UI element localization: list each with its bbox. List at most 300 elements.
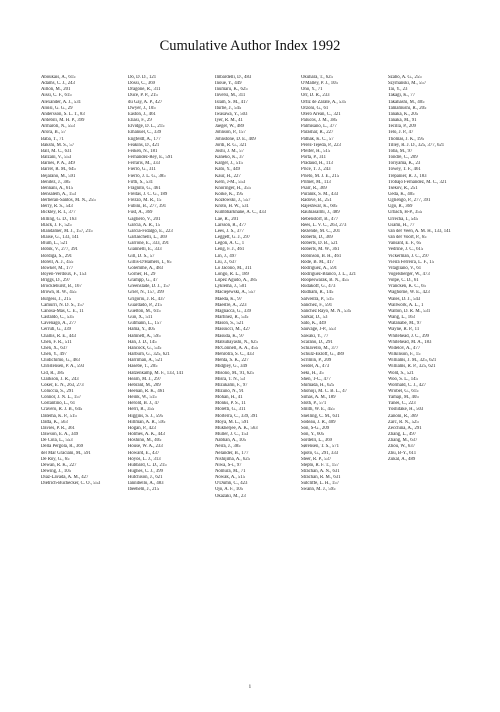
index-entry: Blaise, G., 133, 141 bbox=[41, 235, 79, 241]
index-entry: Kaneko, K., 37 bbox=[215, 155, 244, 161]
index-entry: Porta, P., 311 bbox=[301, 155, 327, 161]
index-entry: Price, T. J., 243 bbox=[301, 167, 331, 173]
index-entry: van der Voort, P., 65 bbox=[388, 235, 427, 241]
index-entry: Hasebe, T., 205 bbox=[128, 364, 158, 370]
index-entry: Williams, J. M., 325, 621 bbox=[388, 358, 437, 364]
index-entry: Okuhara, T., 625 bbox=[301, 75, 333, 80]
index-entry: Lo Jacono, M., 311 bbox=[215, 265, 252, 271]
index-entry: Kumbharkhane, A. C., 433 bbox=[215, 210, 267, 216]
index-entry: Tai, Y., 23 bbox=[388, 87, 408, 93]
index-entry: Vickerman, J. C., 297 bbox=[388, 253, 430, 259]
index-entry: Hatzenkamp, M. F., 133, 141 bbox=[128, 370, 184, 376]
index-entry: Hancock, G., 535 bbox=[128, 345, 162, 351]
index-entry: Orr, D. R., 233 bbox=[301, 93, 330, 99]
index-entry: Garcia, A. R., 15 bbox=[128, 222, 161, 228]
index-entry: Rees, L. V. C., 263, 273 bbox=[301, 222, 347, 228]
index-entry: Canosa-Mas, C. E., 11 bbox=[41, 308, 84, 314]
index-entry: Strachan, R. M., 631 bbox=[301, 475, 341, 481]
index-entry: Misra, T. N., 53 bbox=[215, 376, 246, 382]
index-entry: Maestre, A., 223 bbox=[215, 302, 247, 308]
index-entry: Briggs, D., 297 bbox=[41, 278, 71, 284]
index-entry: Roberts, D. B., 521 bbox=[301, 241, 338, 247]
index-entry: Whitehead, M. A., 183 bbox=[388, 339, 432, 345]
index-entry: Wormald, C. J., 427 bbox=[388, 382, 427, 388]
index-entry: Maciejewski, A., 557 bbox=[215, 290, 256, 296]
index-entry: Aloisi, G. G., 29 bbox=[41, 105, 73, 111]
index-entry: Volpe, C. D., 61 bbox=[388, 278, 419, 284]
index-entry: Palucos, J. M., 385 bbox=[301, 118, 338, 124]
index-entry: Mukherjee, A. K., 563 bbox=[215, 425, 258, 431]
index-entry: Legon, A. C., 1 bbox=[215, 241, 245, 247]
index-entry: Gagliero, V., 201 bbox=[128, 216, 161, 222]
index-entry: Rudakoff, G., 473 bbox=[301, 284, 336, 290]
index-entry: O'Dumn, C., 423 bbox=[215, 481, 248, 487]
index-entry: Sánchez, F., 591 bbox=[301, 302, 333, 308]
index-entry: Joshi, J. M., 57 bbox=[215, 148, 244, 154]
index-entry: Sauvage, J-P., 553 bbox=[301, 327, 336, 333]
index-entry: Freitas, J. C. G., 189 bbox=[128, 191, 168, 197]
index-entry: Mizuno, N., 91 bbox=[215, 388, 244, 394]
index-entry: Wayne, R. P., 11 bbox=[388, 327, 420, 333]
index-entry: Rauhiasalmi, J., 489 bbox=[301, 210, 340, 216]
index-entry: Maeda, K., 97 bbox=[215, 296, 243, 302]
index-entry: Thomas, J. K., 195 bbox=[388, 136, 425, 142]
index-entry: Zhang, L., 497 bbox=[388, 432, 417, 438]
index-entry: Black, J. F., 525 bbox=[41, 222, 72, 228]
index-entry: Vedrine, J. C., 615 bbox=[388, 247, 424, 253]
index-entry: Moretti, G., 311 bbox=[215, 407, 246, 413]
index-entry: Toriyama, K., 23 bbox=[388, 161, 421, 167]
index-entry: Firth, S., 531 bbox=[128, 179, 153, 185]
index-entry: Matsubayashi, N., 625 bbox=[215, 339, 258, 345]
index-entry: Balzani, V., 553 bbox=[41, 155, 72, 161]
index-entry: Puranik, S. M., 433 bbox=[301, 191, 339, 197]
index-entry: Kozłowski, J., 557 bbox=[215, 198, 251, 204]
index-entry: Tamamushi, R., 205 bbox=[388, 105, 427, 111]
index-entry: Rebenstorf, B., 477 bbox=[301, 216, 339, 222]
index-entry: Kroto, H. W., 531 bbox=[215, 204, 249, 210]
index-entry: Palmisano, L., 377 bbox=[301, 124, 337, 130]
index-entry: Nowak, A., 515 bbox=[215, 475, 245, 481]
index-entry: Shen, T-C., 477 bbox=[301, 376, 331, 382]
index-entry: Chen, F. R., 511 bbox=[41, 339, 72, 345]
index-entry: Gutmann, L., 157 bbox=[128, 321, 162, 327]
index-entry: Woo, S. L., 145 bbox=[388, 376, 418, 382]
index-entry: Massucci, M., 427 bbox=[215, 327, 251, 333]
index-entry: Dietrich-Buchecker, C. O., 553 bbox=[41, 481, 101, 487]
index-entry: O'Malley, P. J., 105 bbox=[301, 81, 338, 87]
index-entry: Islam, S. M., 417 bbox=[215, 99, 248, 105]
index-entry: Vogelsberger, W., 473 bbox=[388, 272, 430, 277]
index-entry: Hubbard, C. D., 215 bbox=[128, 462, 167, 468]
index-entry: Chen, X., 637 bbox=[41, 345, 68, 351]
index-entry: Sarkar, D., 53 bbox=[301, 315, 328, 321]
index-entry: Wang, L., 163 bbox=[388, 315, 415, 321]
index-entry: Kaur, H., 227 bbox=[215, 173, 241, 179]
index-entry: Fust, A., 369 bbox=[128, 210, 153, 216]
index-entry: Fernández-Rey, E., 591 bbox=[128, 155, 173, 161]
index-entry: Wallwork, A. L., 1 bbox=[388, 302, 424, 308]
index-entry: Watanabe, M., 97 bbox=[388, 321, 422, 327]
index-entry: Cid, R., 385 bbox=[41, 370, 65, 376]
index-entry: Feakins, D., 421 bbox=[128, 142, 160, 148]
index-entry: Fubini, B., 277, 391 bbox=[128, 204, 167, 210]
index-entry: Greenslade, D. J., 157 bbox=[128, 284, 171, 290]
index-entry: Sawaki, Y., 77 bbox=[301, 333, 329, 339]
index-entry: Sutcliffe, L. H., 157 bbox=[301, 481, 340, 487]
index-entry: Herri, R., 355 bbox=[128, 407, 155, 413]
index-column-4 bbox=[301, 75, 381, 494]
index-column-1 bbox=[41, 75, 121, 487]
index-entry: Hamnett, A., 595 bbox=[128, 333, 161, 339]
index-entry: Datema, K. P., 515 bbox=[41, 413, 77, 419]
index-entry: Chidichimo, G., 483 bbox=[41, 358, 80, 364]
index-entry: Leng, F. J., 461 bbox=[215, 247, 245, 253]
index-entry: Hoshino, M., 405 bbox=[128, 438, 162, 444]
index-entry: Howard, E., 437 bbox=[128, 450, 160, 456]
index-entry: Tanaka, K., 205 bbox=[388, 111, 419, 117]
index-entry: Wales, D. J., 543 bbox=[388, 296, 421, 302]
index-entry: Nabhan, A., 105 bbox=[215, 438, 247, 444]
index-entry: Waghorne, W. E., 423 bbox=[388, 290, 430, 296]
index-entry: Johnstone, D. E., 409 bbox=[215, 136, 256, 142]
index-entry: Midgley, G., 349 bbox=[215, 364, 248, 370]
index-entry: Hughes, C. J., 399 bbox=[128, 469, 163, 474]
index-entry: Primet, M., 113 bbox=[301, 179, 331, 185]
index-entry: Lees, J. S., 377 bbox=[215, 228, 244, 234]
index-entry: Emanuel, C., 339 bbox=[128, 130, 162, 136]
index-entry: Pradaud, H., 113 bbox=[301, 161, 333, 167]
index-entry: Boyen-Verdoux, F., 153 bbox=[41, 272, 87, 277]
index-entry: McConnell, A. A., 455 bbox=[215, 345, 259, 351]
index-entry: Aïssi, C. F., 615 bbox=[41, 93, 72, 99]
index-entry: Zanoni, R., 369 bbox=[388, 413, 418, 419]
index-entry: Roopeswarak, B. N., 455 bbox=[301, 278, 349, 284]
index-entry: Borell, A. J., 455 bbox=[41, 259, 74, 265]
index-entry: Ueda, K., 405 bbox=[388, 191, 415, 197]
index-entry: Hoyos, L. J., 313 bbox=[128, 456, 161, 462]
index-entry: Spoto, G., 291, 333 bbox=[301, 450, 339, 456]
index-entry: Lyklema, J., 501 bbox=[215, 284, 247, 290]
index-entry: Bennani, A., 615 bbox=[41, 185, 74, 191]
index-entry: Görner, H., 29 bbox=[128, 272, 156, 277]
index-entry: Dragone, R., 311 bbox=[128, 87, 161, 93]
index-column-2 bbox=[128, 75, 208, 494]
index-entry: Fierro, J. L. G., 385 bbox=[128, 173, 166, 179]
index-entry: Steer, R. P., 537 bbox=[301, 456, 332, 462]
index-entry: Sodeau, J. R., 409 bbox=[301, 419, 336, 425]
index-entry: Pfeifer, H., 515 bbox=[301, 148, 331, 154]
index-entry: Son, S-G., 209 bbox=[301, 425, 330, 431]
index-entry: Otero Areán, C., 321 bbox=[301, 111, 341, 117]
index-entry: Iwasawa, Y., 503 bbox=[215, 111, 248, 117]
index-entry: Alexander, A. J., 531 bbox=[41, 99, 82, 105]
index-entry: García-Fidalgo, E., 223 bbox=[128, 228, 173, 234]
index-entry: Brocklehurst, B., 167 bbox=[41, 284, 82, 290]
index-entry: Okazaki, M., 23 bbox=[215, 493, 246, 499]
index-entry: Gillis-D'Hamers, I., 65 bbox=[128, 259, 172, 265]
index-column-3 bbox=[215, 75, 295, 500]
index-entry: Misono, M., 91, 625 bbox=[215, 370, 254, 376]
index-entry: Harburn, G., 325, 621 bbox=[128, 352, 170, 358]
index-entry: Sloth, P., 571 bbox=[301, 401, 327, 407]
index-entry: Imbardelli, D., 483 bbox=[215, 75, 252, 80]
index-entry: Schiavello, M., 377 bbox=[301, 345, 339, 351]
index-entry: Ardebili, M. H. P., 399 bbox=[41, 118, 85, 124]
index-entry: Wold, S., 521 bbox=[388, 370, 414, 376]
index-entry: Iannibello, A., 483 bbox=[128, 481, 164, 487]
index-entry: Inumaru, K., 625 bbox=[215, 87, 248, 93]
index-entry: Takahashi, M., 405 bbox=[388, 99, 425, 105]
index-entry: Inoue, Y., 449 bbox=[215, 81, 242, 87]
index-entry: Arora, B., 57 bbox=[41, 130, 66, 136]
index-entry: Kern, J-M., 553 bbox=[215, 179, 246, 185]
index-entry: Camurri, N. D. S., 157 bbox=[41, 302, 85, 308]
index-entry: Zhu, B-Y., 611 bbox=[388, 450, 417, 456]
index-entry: Rajeshwar, K., 605 bbox=[301, 204, 338, 210]
index-entry: Fragnito, G., 461 bbox=[128, 185, 161, 191]
index-entry: Golemme, A., 483 bbox=[128, 265, 163, 271]
index-entry: Adams, C. J., 243 bbox=[41, 81, 75, 87]
index-entry: Roberts, M. W., 361 bbox=[301, 247, 340, 253]
index-entry: Blandamer, M. J., 157, 215 bbox=[41, 228, 93, 234]
index-entry: Sørensen, T. S., 571 bbox=[301, 444, 339, 450]
index-entry: Berberan-Santos, M. N., 255 bbox=[41, 198, 96, 204]
index-entry: Garrone, E., 333, 391 bbox=[128, 241, 170, 247]
index-entry: Grampp, G., 47 bbox=[128, 278, 158, 284]
index-entry: Fierro, G., 311 bbox=[128, 167, 156, 173]
index-entry: Iturbe, J., 545 bbox=[215, 105, 242, 111]
index-entry: Robinson, B. H., 461 bbox=[301, 253, 342, 259]
index-entry: Tilley, R. J. D., 325, 377, 621 bbox=[388, 142, 445, 148]
index-entry: Easton, J., 461 bbox=[128, 111, 156, 117]
index-entry: De Cola, L., 553 bbox=[41, 438, 73, 444]
index-entry: Wrobel, G., 615 bbox=[388, 388, 419, 394]
index-entry: Heink, W., 515 bbox=[128, 395, 157, 401]
index-entry: Vitagliano, V., 61 bbox=[388, 265, 422, 271]
index-entry: Widelöv, A., 477 bbox=[388, 345, 421, 351]
index-entry: Bobik, V., 277, 391 bbox=[41, 247, 78, 253]
index-entry: Trobajo Fernández, M. C., 321 bbox=[388, 179, 447, 185]
index-entry: Prieto, M. J. E., 215 bbox=[301, 173, 340, 179]
index-entry: Vrancken, K. C., 65 bbox=[388, 284, 426, 290]
index-entry: Masuda, K., 97 bbox=[215, 333, 245, 339]
index-entry: Connor, J. N. L., 157 bbox=[41, 395, 82, 401]
index-entry: Zarc, R. N., 525 bbox=[388, 419, 419, 425]
index-entry: Tondre, C., 209 bbox=[388, 155, 418, 161]
index-entry: Bordiga, S., 291 bbox=[41, 253, 73, 259]
index-entry: van der Veen, A. M. H., 133, 141 bbox=[388, 228, 451, 234]
index-entry: Kärger, J., 515 bbox=[215, 161, 243, 167]
index-entry: Pérez-Tejeda, P., 223 bbox=[301, 142, 341, 148]
index-entry: Chen, Y., 497 bbox=[41, 352, 67, 358]
index-entry: Díaz-Lavada, A. M., 427 bbox=[41, 475, 89, 481]
index-entry: Bickley, R. I., 377 bbox=[41, 210, 76, 216]
index-entry: Toba, M., 97 bbox=[388, 148, 413, 154]
index-entry: Christensen, P. A., 593 bbox=[41, 364, 85, 370]
index-entry: Towey, T. F., 461 bbox=[388, 167, 421, 173]
index-entry: Vansant, E. F., 65 bbox=[388, 241, 422, 247]
index-entry: Swann, M. J., 595 bbox=[301, 487, 336, 493]
index-entry: House, W. A., 233 bbox=[128, 444, 163, 450]
index-entry: Duce, P. P., 215 bbox=[128, 93, 158, 99]
index-entry: Inversi, M., 311 bbox=[215, 93, 246, 99]
index-entry: Seidel, A., 473 bbox=[301, 364, 330, 370]
index-entry: Shimada, H., 625 bbox=[301, 382, 335, 388]
index-entry: Rodriguez-Blanco, J. L., 321 bbox=[301, 272, 357, 277]
index-entry: Datta, K., 563 bbox=[41, 419, 68, 425]
index-entry: Takagi, K., 77 bbox=[388, 93, 415, 99]
index-entry: Yanes, C., 223 bbox=[388, 401, 416, 407]
index-entry: Dossi, C., 369 bbox=[128, 81, 156, 87]
index-entry: Rudham, R., 145 bbox=[301, 290, 334, 296]
page-title: Cumulative Author Index 1992 bbox=[159, 38, 341, 54]
index-entry: Frezzo, M. R., 15 bbox=[128, 198, 162, 204]
index-entry: Telo, J. P., 47 bbox=[388, 130, 414, 136]
index-entry: Tanaka, M., 91 bbox=[388, 118, 417, 124]
index-entry: Stepto, R. F. T., 157 bbox=[301, 462, 339, 468]
index-entry: Ugo, R., 369 bbox=[388, 204, 413, 210]
index-entry: Andersson, S. L. T., 83 bbox=[41, 111, 85, 117]
index-entry: Han, J. D., 145 bbox=[128, 339, 157, 345]
author-index bbox=[41, 75, 465, 635]
index-entry: Guelton, M., 615 bbox=[128, 308, 161, 314]
index-entry: Mizukami, F., 97 bbox=[215, 382, 248, 388]
index-entry: Coluccia, S., 291 bbox=[41, 388, 74, 394]
index-entry: Challis, R. E., 443 bbox=[41, 333, 76, 339]
index-entry: Son, Y., 605 bbox=[301, 432, 325, 438]
index-entry: Hebrant, M., 209 bbox=[128, 382, 161, 388]
index-entry: Rodriguez, A., 591 bbox=[301, 265, 338, 271]
index-entry: Yoshitake, H., 503 bbox=[388, 407, 424, 413]
index-entry: Castaldo, C., 535 bbox=[41, 315, 74, 321]
index-entry: Walton, D. R. M., 531 bbox=[388, 308, 431, 314]
index-entry: Williams, R. P., 325, 621 bbox=[388, 364, 436, 370]
index-entry: Guardado, P., 215 bbox=[128, 302, 162, 308]
index-entry: Parashar, R., 227 bbox=[301, 130, 334, 136]
index-entry: Wilkinson, F., 15 bbox=[388, 352, 421, 358]
index-entry: Dawson, E. A., 349 bbox=[41, 432, 79, 438]
index-entry: Ferraris, M., 333 bbox=[128, 161, 161, 167]
index-entry: Jordi, R. G., 321 bbox=[215, 142, 247, 148]
index-entry: Niwa, S-i., 97 bbox=[215, 462, 242, 468]
index-entry: Tsekov, R., 251 bbox=[388, 185, 418, 191]
index-entry: Zecchina, A., 291 bbox=[388, 425, 422, 431]
index-entry: Benitez, J., 385 bbox=[41, 179, 71, 185]
index-entry: Shohoji, M. C. B. L., 47 bbox=[301, 388, 348, 394]
index-entry: Szymanski, M., 557 bbox=[388, 81, 427, 87]
index-entry: Ibeehem, J., 215 bbox=[128, 487, 160, 493]
index-entry: Nomura, M., 71 bbox=[215, 469, 246, 474]
index-entry: Berry, R. S., 543 bbox=[41, 204, 73, 210]
index-entry: Gill, D. S., 57 bbox=[128, 253, 155, 259]
index-entry: Urrecha, I., 545 bbox=[388, 216, 418, 222]
index-entry: Ugliengo, P., 277, 391 bbox=[388, 198, 431, 204]
index-entry: Rode, B. M., 417 bbox=[301, 259, 334, 265]
index-entry: Aboukaïs, A., 615 bbox=[41, 75, 76, 80]
index-entry: Elvidge, D. L., 215 bbox=[128, 124, 165, 130]
index-entry: Higgins, S. J., 595 bbox=[128, 413, 163, 419]
index-entry: Zhang, M., 637 bbox=[388, 438, 418, 444]
index-entry: Barnes, P. A., 349 bbox=[41, 161, 75, 167]
index-entry: Liu, J., 637 bbox=[215, 259, 237, 265]
index-entry: Larsson, R., 477 bbox=[215, 222, 247, 228]
index-entry: Bejarano, M., 591 bbox=[41, 173, 76, 179]
index-entry: Ortiz de Zárate, A., 535 bbox=[301, 99, 346, 105]
index-entry: Cavenago, A., 277 bbox=[41, 321, 77, 327]
index-entry: Pathak, K. C., 57 bbox=[301, 136, 334, 142]
index-entry: Hogan, P., 423 bbox=[128, 425, 156, 431]
index-entry: Nishijima, A., 625 bbox=[215, 456, 250, 462]
index-entry: Dewing, J., 105 bbox=[41, 469, 71, 474]
index-entry: Bakshi, M. S., 57 bbox=[41, 142, 75, 148]
index-entry: Leggett, G. J., 297 bbox=[215, 235, 251, 241]
index-entry: Cravero, R. J. B., 645 bbox=[41, 407, 83, 413]
index-entry: Morterra, C., 339, 391 bbox=[215, 413, 258, 419]
index-entry: Smith, W. E., 455 bbox=[301, 407, 335, 413]
index-entry: Clarkson, J. R., 243 bbox=[41, 376, 79, 382]
index-entry: Cerruti, G., 339 bbox=[41, 327, 71, 333]
index-entry: Hama, Y., 405 bbox=[128, 327, 156, 333]
index-entry: Bowker, M., 177 bbox=[41, 265, 74, 271]
index-entry: Ojo, A. F., 105 bbox=[215, 487, 243, 493]
index-entry: Dewan, R. K., 227 bbox=[41, 462, 77, 468]
index-entry: Seki, H., 35 bbox=[301, 370, 324, 376]
index-entry: Scrimin, P., 209 bbox=[301, 358, 332, 364]
index-entry: Mehrotra, S. C., 433 bbox=[215, 352, 254, 358]
index-entry: Billing, G. D., 163 bbox=[41, 216, 77, 222]
index-entry: De Roy, G., 65 bbox=[41, 456, 70, 462]
index-entry: Hearn, M. J., 297 bbox=[128, 376, 162, 382]
index-entry: Zukal, A., 489 bbox=[388, 456, 416, 462]
index-entry: Holmes, A. K., 443 bbox=[128, 432, 165, 438]
index-entry: du Gay, A. P., 427 bbox=[128, 99, 163, 105]
index-entry: Harriman, A., 521 bbox=[128, 358, 163, 364]
index-entry: Jaeger, W., 489 bbox=[215, 124, 244, 130]
index-entry: Costantino, L., 61 bbox=[41, 401, 76, 407]
index-entry: Davies, P. R., 361 bbox=[41, 425, 75, 431]
index-column-5 bbox=[388, 75, 468, 463]
index-entry: Rezende, M. C., 201 bbox=[301, 228, 341, 234]
index-entry: Herold, B. J., 47 bbox=[128, 401, 160, 407]
index-entry: Martinez, R., 535 bbox=[215, 315, 249, 321]
index-entry: Coker, E. N., 263, 273 bbox=[41, 382, 84, 388]
index-entry: Do, D. D., 121 bbox=[128, 75, 157, 80]
index-entry: Iyer, R. M., 41 bbox=[215, 118, 243, 124]
index-entry: Eliasi, F., 29 bbox=[128, 118, 152, 124]
index-entry: Engfeldt, A., 177 bbox=[128, 136, 161, 142]
index-entry: Snelling, C. M., 631 bbox=[301, 413, 340, 419]
index-entry: Simas, A. M., 189 bbox=[301, 395, 336, 401]
index-entry: Schulz-Ekloff, G., 489 bbox=[301, 352, 345, 358]
index-entry: del Mar Graciani, M., 591 bbox=[41, 450, 91, 456]
index-entry: Whitehead, J. C., 399 bbox=[388, 333, 430, 339]
index-entry: Psarr, R., 369 bbox=[301, 185, 327, 191]
index-entry: Della Pergola, R., 369 bbox=[41, 444, 84, 450]
index-entry: Grier, N., 157, 399 bbox=[128, 290, 164, 296]
index-entry: Vieira Ferreira, L. F., 15 bbox=[388, 259, 435, 265]
index-entry: Monks, P. S., 11 bbox=[215, 401, 246, 407]
index-entry: Scarano, D., 291 bbox=[301, 339, 333, 345]
index-entry: Dwyer, J., 105 bbox=[128, 105, 156, 111]
index-entry: Orzoni, G., 61 bbox=[301, 105, 329, 111]
index-entry: Szabo, A. G., 255 bbox=[388, 75, 422, 80]
index-entry: Bensalem, A., 153 bbox=[41, 191, 76, 197]
index-entry: Longo, R. L., 189 bbox=[215, 272, 249, 277]
index-entry: Yamaji, M., 405 bbox=[388, 395, 419, 401]
index-entry: Salvestra, P., 515 bbox=[301, 296, 334, 302]
index-entry: Ball, M. C., 631 bbox=[41, 148, 72, 154]
